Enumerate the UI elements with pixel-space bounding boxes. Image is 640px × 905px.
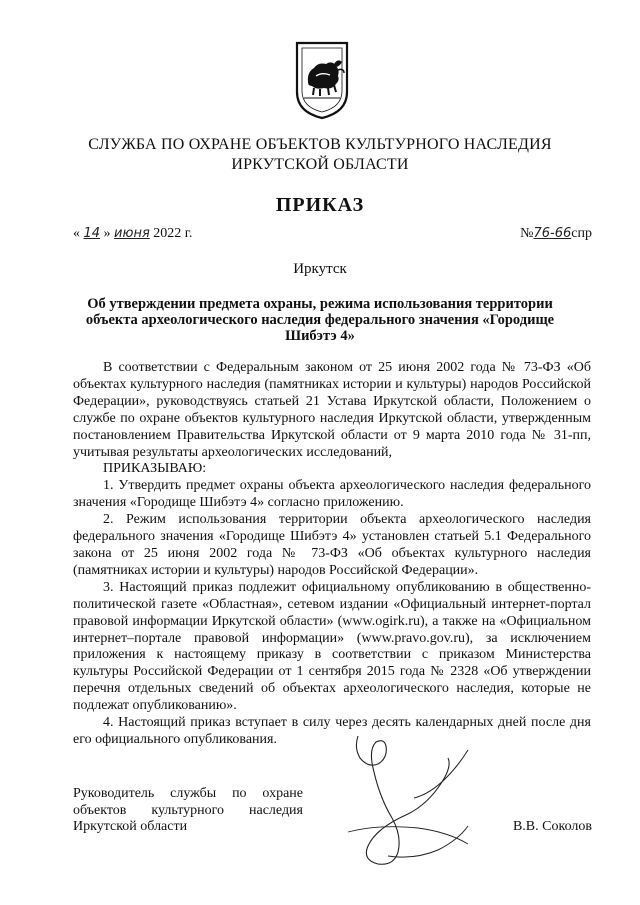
date-month: июня <box>114 226 150 241</box>
handwritten-signature <box>318 728 478 888</box>
document-body <box>73 360 591 749</box>
order-number <box>520 226 592 242</box>
date-open-quote: « <box>73 226 80 241</box>
date-year: 2022 г. <box>153 226 193 241</box>
date-day: 14 <box>83 226 101 241</box>
paragraph-item-2: 2. Режим использования территории объекта археологического наследия федерального значения «Городище Шибэтэ 4» установлен статьей 5.1 Федерального закона от 25 июня 2002 года № 73-ФЗ «Об объектах культурного наследия (памятниках истории и культуры) народов Российской Федерации». <box>73 512 591 578</box>
org-name-line1: СЛУЖБА ПО ОХРАНЕ ОБЪЕКТОВ КУЛЬТУРНОГО НАСЛЕДИЯ <box>88 136 552 153</box>
paragraph-item-4: 4. Настоящий приказ вступает в силу через десять календарных дней после дня его официального опубликования. <box>73 715 591 747</box>
document-title: Об утверждении предмета охраны, режима использования территории объекта археологического наследия федерального значения «Городище Шибэтэ 4» <box>85 296 555 344</box>
coat-of-arms-icon <box>294 40 350 120</box>
number-suffix: спр <box>571 226 592 241</box>
number-prefix: № <box>520 226 534 241</box>
city-name: Иркутск <box>293 261 347 277</box>
signatory-position: Руководитель службы по охране объектов культурного наследия Иркутской области <box>73 786 303 834</box>
number-value: 76-66 <box>533 226 572 241</box>
paragraph-item-3: 3. Настоящий приказ подлежит официальному опубликованию в общественно-политической газете «Областная», сетевом издании «Официальный интернет-портал правовой информации Иркутской области» (www.ogirk.ru), а также на «Официальном интернет–портале правовой информации» (www.pravo.gov.ru), за исключением приложения к настоящему приказу в соответствии с приказом Министерства культуры Российской Федерации от 1 сентября 2015 года № 2328 «Об утверждении перечня отдельных сведений об объектах археологического наследия, которые не подлежат опубликованию». <box>73 579 591 714</box>
date-close-quote: » <box>103 226 111 241</box>
signatory-name: В.В. Соколов <box>512 819 592 834</box>
document-type-heading: ПРИКАЗ <box>275 194 365 216</box>
paragraph-preamble: В соответствии с Федеральным законом от 25 июня 2002 года № 73-ФЗ «Об объектах культурного наследия (памятниках истории и культуры) народов Российской Федерации», руководствуясь статьей 21 Устава Иркутской области, Положением о службе по охране объектов культурного наследия Иркутской области, утвержденным постановлением Правительства Иркутской области от 9 марта 2010 года № 31-пп, учитывая результаты археологических исследований, <box>73 360 591 460</box>
paragraph-prikazyvayu: ПРИКАЗЫВАЮ: <box>103 461 207 477</box>
paragraph-item-1: 1. Утвердить предмет охраны объекта археологического наследия федерального значения «Городище Шибэтэ 4» согласно приложению. <box>73 478 591 511</box>
order-date <box>73 226 192 242</box>
org-name-line2: ИРКУТСКОЙ ОБЛАСТИ <box>231 156 409 173</box>
